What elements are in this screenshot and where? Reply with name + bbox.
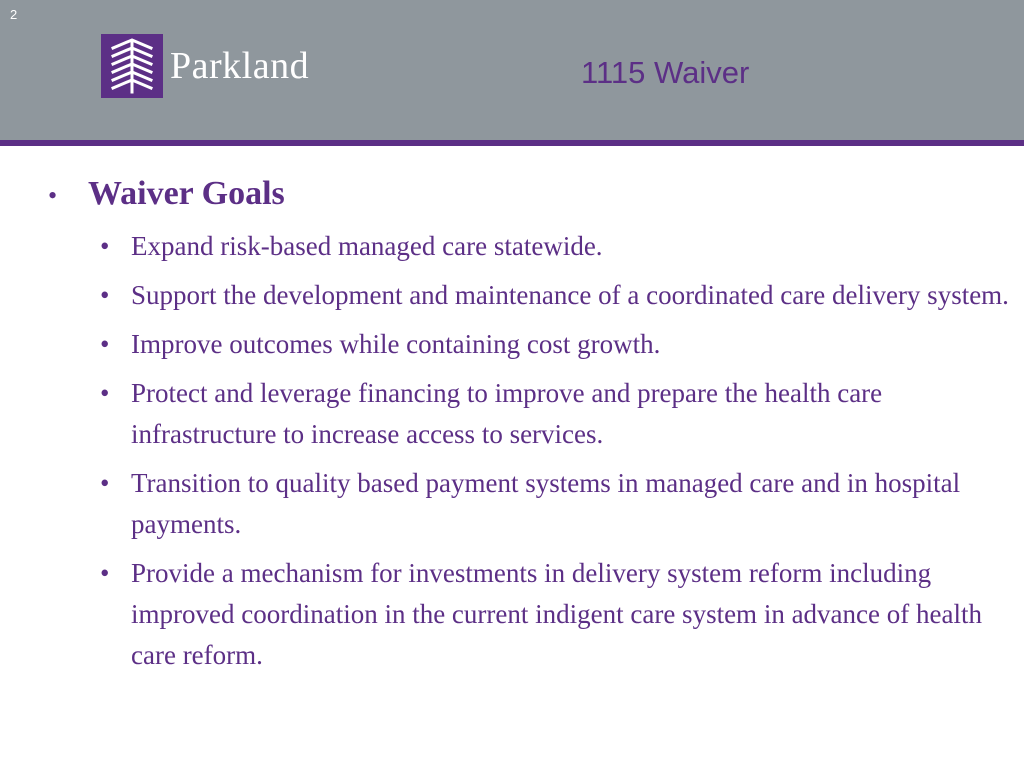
- list-item-text: Transition to quality based payment systems in managed care and in hospital payments.: [131, 468, 961, 539]
- list-item: [100, 275, 1014, 316]
- goals-list: [100, 226, 1014, 676]
- parkland-logo-icon: [101, 34, 163, 98]
- list-item-text: Improve outcomes while containing cost growth.: [131, 329, 661, 359]
- logo-wordmark: Parkland: [170, 45, 310, 87]
- slide-header: [0, 0, 1024, 140]
- list-item-text: Expand risk-based managed care statewide.: [131, 231, 603, 261]
- bullet-icon: •: [100, 231, 110, 261]
- section-heading: Waiver Goals: [88, 175, 285, 212]
- list-item: [100, 324, 1014, 365]
- bullet-icon: •: [100, 329, 110, 359]
- slide-body: [48, 170, 1014, 684]
- list-item: [100, 226, 1014, 267]
- list-item: [100, 463, 1014, 545]
- list-item-text: Support the development and maintenance of a coordinated care delivery system.: [131, 280, 1009, 310]
- list-item-text: Provide a mechanism for investments in delivery system reform including improved coordination in the current indigent care system in advance of health care reform.: [131, 558, 982, 670]
- bullet-icon: •: [48, 181, 58, 210]
- slide-title: 1115 Waiver: [581, 55, 750, 90]
- bullet-icon: •: [100, 468, 110, 498]
- bullet-heading: [48, 170, 1014, 220]
- bullet-icon: •: [100, 378, 110, 408]
- header-divider: [0, 140, 1024, 146]
- list-item: [100, 373, 1014, 455]
- list-item: [100, 553, 1014, 676]
- slide-number: 2: [10, 7, 18, 22]
- bullet-icon: •: [100, 280, 110, 310]
- list-item-text: Protect and leverage financing to improve and prepare the health care infrastructure to increase access to services.: [131, 378, 883, 449]
- bullet-icon: •: [100, 558, 110, 588]
